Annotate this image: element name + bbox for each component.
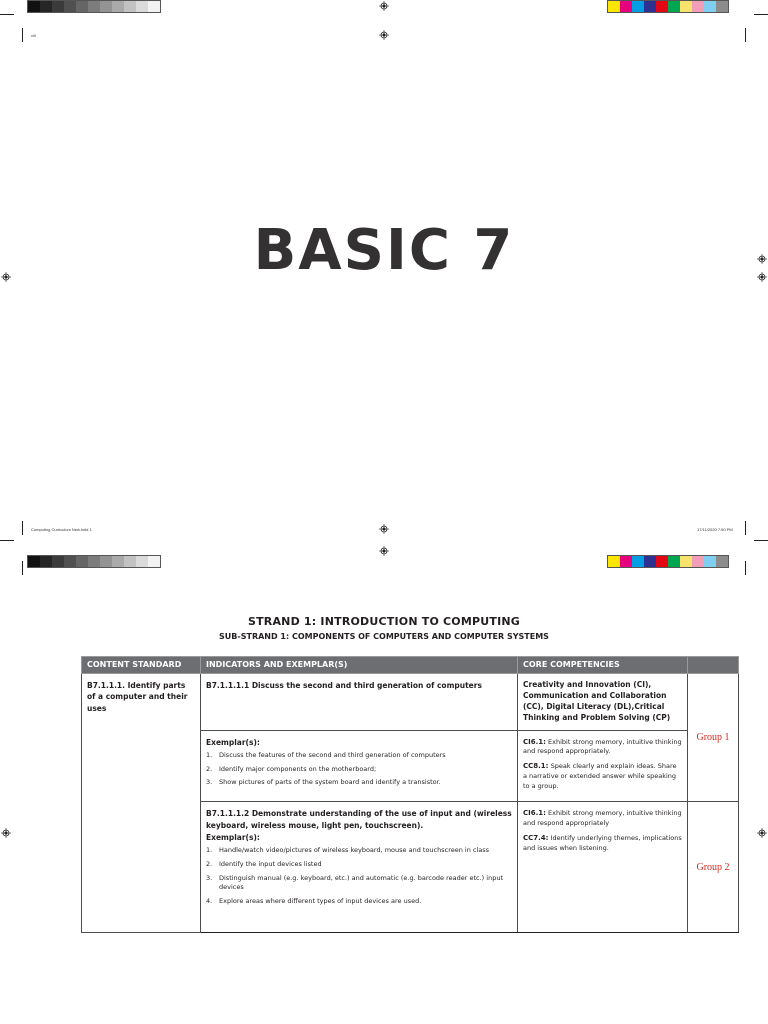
color-swatch-bar-bottom [607,555,729,568]
competency-item: CI6.1: Exhibit strong memory, intuitive thinking and respond appropriately [523,809,682,827]
exemplar-cell [201,730,518,802]
color-swatch [608,556,620,567]
color-swatch [112,556,124,567]
color-swatch [704,1,716,12]
color-swatch [40,1,52,12]
crop-mark [745,521,746,535]
color-swatch-bar-top [607,0,729,13]
list-item: 3. Show pictures of parts of the system board and identify a transistor. [206,778,441,787]
color-swatch [704,556,716,567]
color-swatch [64,556,76,567]
color-swatch [100,1,112,12]
header-group [688,657,739,674]
list-item: 1. Discuss the features of the second and third generation of computers [206,750,446,759]
color-swatch [136,556,148,567]
crop-mark [745,28,746,42]
crop-mark [754,540,768,541]
exemplar-list [206,846,512,907]
competency-cell [518,674,688,731]
group-2-label: Group 2 [688,802,739,933]
crop-mark [22,28,23,42]
crop-mark [22,561,23,575]
header-indicators: INDICATORS AND EXEMPLAR(S) [201,657,518,674]
indicator-text: B7.1.1.1.1 Discuss the second and third generation of computers [206,681,482,690]
registration-mark-icon [757,828,767,838]
sub-strand-title: SUB-STRAND 1: COMPONENTS OF COMPUTERS AND COMPUTER SYSTEMS [219,632,549,641]
competency-item: CI6.1: Exhibit strong memory, intuitive thinking and respond appropriately. [523,737,682,756]
color-swatch [64,1,76,12]
color-swatch [76,1,88,12]
crop-mark [745,561,746,575]
color-swatch [620,556,632,567]
registration-mark-icon [379,30,389,40]
color-swatch [644,1,656,12]
color-swatch [52,556,64,567]
color-swatch [76,556,88,567]
header-core-competencies: CORE COMPETENCIES [518,657,688,674]
indicator-cell [201,674,518,731]
crop-mark [0,14,14,15]
list-item: 2. Identify major components on the motherboard; [206,764,377,773]
color-swatch [88,1,100,12]
color-swatch [656,556,668,567]
exemplar-label: Exemplar(s): [206,737,260,747]
color-swatch [680,556,692,567]
table-header-row [82,657,739,674]
color-swatch [656,1,668,12]
crop-mark [754,14,768,15]
color-swatch [632,1,644,12]
competency-item: CC7.4: Identify underlying themes, implications and issues when listening. [523,833,682,852]
color-swatch [28,556,40,567]
color-swatch [124,1,136,12]
registration-mark-icon [1,828,11,838]
color-swatch [608,1,620,12]
group-1-label: Group 1 [688,674,739,802]
list-item: 3. Distinguish manual (e.g. keyboard, etc.) and automatic (e.g. barcode reader etc.) input devices [206,873,503,892]
page-title: BASIC 7 [253,218,515,283]
registration-mark-icon [379,524,389,534]
color-swatch [148,1,160,12]
competency-list: Creativity and Innovation (CI), Communication and Collaboration (CC), Digital Literacy (DL),Critical Thinking and Problem Solving (CP) [523,680,671,722]
color-swatch [52,1,64,12]
list-item: 2. Identify the input devices listed [206,859,322,868]
color-swatch [136,1,148,12]
gray-swatch-bar-bottom [27,555,161,568]
color-swatch [88,556,100,567]
competency-item: CC8.1: Speak clearly and explain ideas. Share a narrative or extended answer while speaking to a group. [523,762,677,790]
list-item: 4. Explore areas where different types of input devices are used. [206,897,422,905]
crop-mark [22,521,23,535]
slug-timestamp: 17/11/2020 7:50 PM [697,527,733,532]
color-swatch [148,556,160,567]
registration-mark-icon [379,546,389,556]
slug-file-name: Computing Curriculum New.indd 1 [31,527,92,532]
list-item: 1. Handle/watch video/pictures of wireless keyboard, mouse and touchscreen in class [206,846,490,854]
exemplar-label: Exemplar(s): [206,832,260,842]
strand-title: STRAND 1: INTRODUCTION TO COMPUTING [247,615,521,628]
table-row [82,674,739,731]
color-swatch [100,556,112,567]
folio: viii [31,33,36,38]
registration-mark-icon [379,1,389,11]
color-swatch [716,1,728,12]
color-swatch [680,1,692,12]
color-swatch [620,1,632,12]
color-swatch [40,556,52,567]
curriculum-table [81,656,739,933]
exemplar-list [206,751,512,788]
color-swatch [112,1,124,12]
gray-swatch-bar-top [27,0,161,13]
competency-cell [518,730,688,802]
color-swatch [124,556,136,567]
indicator-cell [201,802,518,933]
header-content-standard: CONTENT STANDARD [82,657,201,674]
color-swatch [28,1,40,12]
color-swatch [716,556,728,567]
crop-mark [0,540,14,541]
content-standard-cell: B7.1.1.1. Identify parts of a computer and their uses [82,674,201,933]
indicator-text: B7.1.1.1.2 Demonstrate understanding of the use of input and (wireless keyboard, wireless mouse, light pen, touchscreen). [206,809,512,830]
color-swatch [644,556,656,567]
color-swatch [668,1,680,12]
color-swatch [692,556,704,567]
competency-cell [518,802,688,933]
color-swatch [692,1,704,12]
color-swatch [632,556,644,567]
color-swatch [668,556,680,567]
